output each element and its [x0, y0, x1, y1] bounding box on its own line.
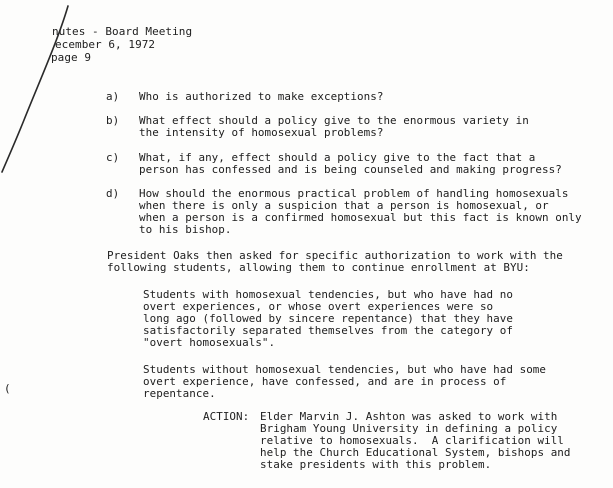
oaks-paragraph-line: President Oaks then asked for specific authorization to work with the — [107, 249, 563, 262]
question-line: What, if any, effect should a policy give to the fact that a — [139, 151, 536, 164]
header-date: ecember 6, 1972 — [55, 38, 156, 51]
student-group-line: overt experience, have confessed, and are in process of — [143, 375, 507, 388]
student-group-line: long ago (followed by sincere repentance) that they have — [143, 312, 513, 325]
question-line: What effect should a policy give to the enormous variety in — [139, 114, 529, 127]
student-group-line: Students with homosexual tendencies, but who have had no — [143, 288, 513, 301]
question-marker: c) — [106, 151, 120, 164]
question-marker: d) — [106, 187, 120, 200]
question-line: person has confessed and is being counseled and making progress? — [139, 163, 562, 176]
question-line: when there is only a suspicion that a person is homosexual, or — [139, 199, 549, 212]
student-group-line: "overt homosexuals". — [143, 336, 276, 349]
action-line: Elder Marvin J. Ashton was asked to work with — [260, 410, 558, 423]
question-marker: b) — [106, 114, 120, 127]
question-line: the intensity of homosexual problems? — [139, 126, 384, 139]
question-line: Who is authorized to make exceptions? — [139, 90, 384, 103]
student-group-line: Students without homosexual tendencies, but who have had some — [143, 363, 547, 376]
question-line: How should the enormous practical problem of handling homosexuals — [139, 187, 569, 200]
action-line: stake presidents with this problem. — [260, 458, 492, 471]
student-group-line: repentance. — [143, 387, 216, 400]
oaks-paragraph-line: following students, allowing them to continue enrollment at BYU: — [107, 261, 530, 274]
header-title: nutes - Board Meeting — [52, 25, 193, 38]
question-marker: a) — [106, 90, 120, 103]
header-page-number: page 9 — [51, 51, 92, 64]
margin-mark: ( — [4, 382, 11, 395]
student-group-line: satisfactorily separated themselves from the category of — [143, 324, 513, 337]
question-line: when a person is a confirmed homosexual but this fact is known only — [139, 211, 582, 224]
action-label: ACTION: — [203, 410, 250, 423]
action-line: help the Church Educational System, bishops and — [260, 446, 571, 459]
student-group-line: overt experiences, or whose overt experiences were so — [143, 300, 494, 313]
action-line: Brigham Young University in defining a policy — [260, 422, 558, 435]
question-line: to his bishop. — [139, 223, 232, 236]
action-line: relative to homosexuals. A clarification will — [260, 434, 564, 447]
